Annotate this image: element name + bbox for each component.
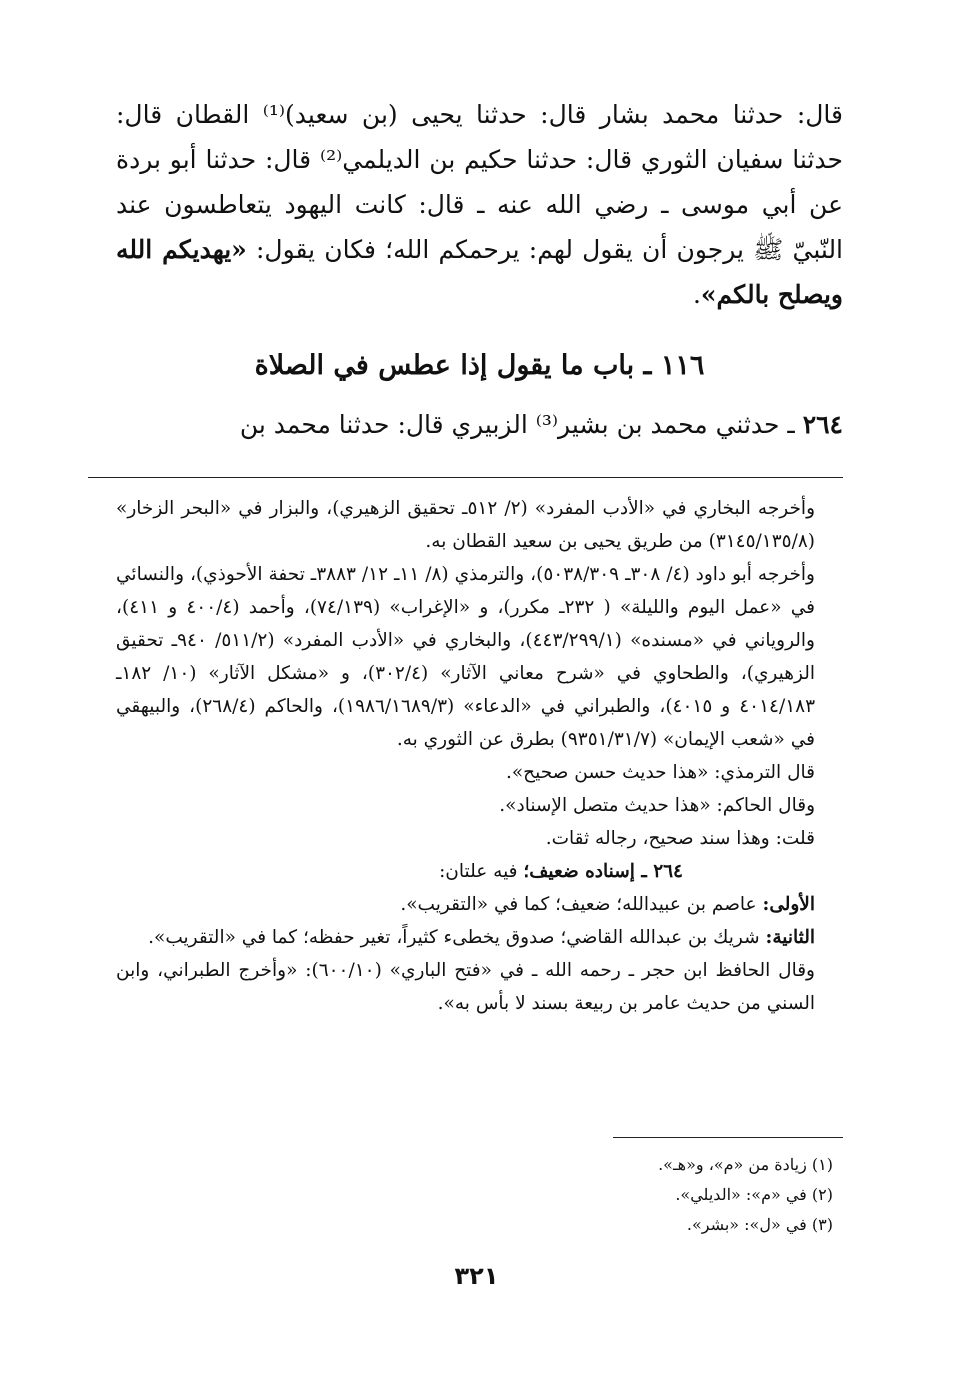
- note-paragraph: وأخرجه أبو داود (٤/ ٣٠٨ـ ٥٠٣٨/٣٠٩)، والترمذي (٨/ ١١ـ ١٢/ ٣٨٨٣ـ تحفة الأحوذي)، والنسائي في «عمل اليوم والليلة» ( ٢٣٢ـ مكرر)، و «الإغراب» (٧٤/١٣٩)، وأحمد (٤٠٠/٤ و ٤١١)، والروياني في «مسنده» (٤٤٣/٢٩٩/١)، والبخاري في «الأدب المفرد» (٥١١/٢/ ٩٤٠ـ تحقيق الزهيري)، والطحاوي في «شرح معاني الآثار» (٣٠٢/٤)، و «مشكل الآثار» (١٠/ ١٨٢ـ ٤٠١٤/١٨٣ و ٤٠١٥)، والطبراني في «الدعاء» (١٩٨٦/١٦٨٩/٣)، والحاكم (٢٦٨/٤)، والبيهقي في «شعب الإيمان» (٩٣٥١/٣١/٧) بطرق عن الثوري به.: [116, 564, 816, 750]
- footnote: (١) زيادة من «م»، و«هـ».: [658, 1155, 833, 1174]
- note-paragraph: قلت: وهذا سند صحيح، رجاله ثقات.: [545, 828, 815, 849]
- note-paragraph: وقال الحاكم: «هذا حديث متصل الإسناد».: [499, 795, 815, 816]
- note-text: فيه علتان:: [439, 861, 518, 882]
- hadith-264-text: ـ حدثني محمد بن بشير⁽³⁾ الزبيري قال: حدثنا محمد بن: [239, 410, 795, 439]
- note-paragraph: قال الترمذي: «هذا حديث حسن صحيح».: [505, 762, 815, 783]
- note-text: عاصم بن عبيدالله؛ ضعيف؛ كما في «التقريب».: [400, 894, 757, 915]
- chapter-heading: ١١٦ ـ باب ما يقول إذا عطس في الصلاة: [254, 350, 705, 381]
- hadith-number: ٢٦٤: [802, 410, 843, 439]
- note-text: شريك بن عبدالله القاضي؛ صدوق يخطىء كثيراً، تغير حفظه؛ كما في «التقريب».: [148, 927, 760, 948]
- footnote: (٣) في «ل»: «بشر».: [686, 1215, 833, 1234]
- footnotes: [116, 1150, 843, 1240]
- hadith-text: قال: حدثنا محمد بشار قال: حدثنا يحيى (بن سعيد)⁽¹⁾ القطان قال: حدثنا سفيان الثوري قال: حدثنا حكيم بن الديلمي⁽²⁾ قال: حدثنا أبو بردة عن أبي موسى ـ رضي الله عنه ـ قال: كانت اليهود يتعاطسون عند النّبيّ ﷺ يرجون أن يقول لهم: يرحمكم الله؛ فكان يقول:: [116, 100, 844, 264]
- page-number: ٣٢١: [454, 1262, 499, 1290]
- note-paragraph: وقال الحافظ ابن حجر ـ رحمه الله ـ في «فتح الباري» (٦٠٠/١٠): «وأخرج الطبراني، وابن السني من حديث عامر بن ربيعة بسند لا بأس به».: [116, 960, 815, 1014]
- hadith-quote: «يهديكم الله ويصلح بالكم»: [116, 235, 843, 309]
- footnotes-divider: [613, 1137, 843, 1138]
- note-paragraph: [116, 888, 843, 921]
- note-paragraph: وأخرجه البخاري في «الأدب المفرد» (٢/ ٥١٢ـ تحقيق الزهيري)، والبزار في «البحر الزخار» (٣١٤٥/١٣٥/٨) من طريق يحيى بن سعيد القطان به.: [116, 498, 815, 552]
- note-bold: الأولى:: [762, 894, 815, 915]
- main-text: [116, 92, 843, 447]
- notes-divider: [88, 477, 843, 478]
- footnote: (٢) في «م»: «الديلي».: [675, 1185, 833, 1204]
- hadith-264-paragraph: [116, 402, 843, 447]
- note-paragraph: [116, 855, 843, 888]
- hadith-paragraph: [116, 92, 843, 317]
- commentary-notes: [116, 492, 843, 1020]
- note-bold: ٢٦٤ ـ إسناده ضعيف؛: [523, 861, 683, 882]
- note-paragraph: [116, 921, 843, 954]
- hadith-end: .: [692, 280, 701, 309]
- note-bold: الثانية:: [765, 927, 815, 948]
